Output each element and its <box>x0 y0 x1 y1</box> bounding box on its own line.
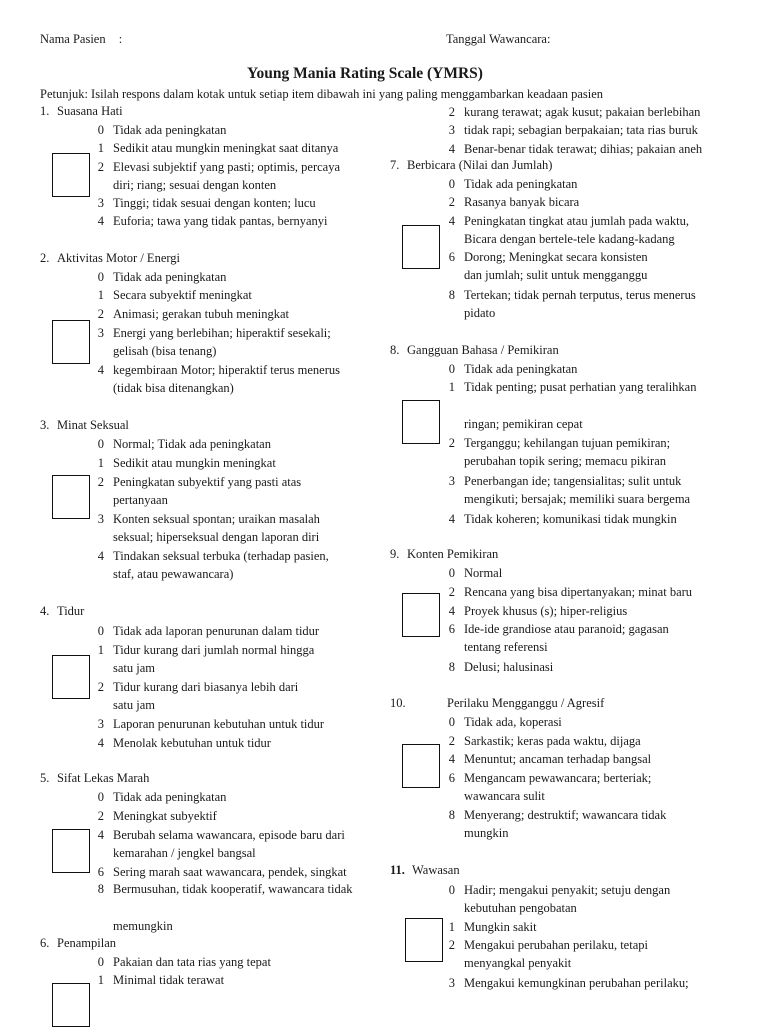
response-box[interactable] <box>405 918 443 962</box>
option-score: 2 <box>97 680 104 694</box>
patient-name-label <box>40 31 122 47</box>
item-number: 8. <box>390 343 400 357</box>
option-text: Tidak ada peningkatan <box>113 790 227 804</box>
response-box[interactable] <box>52 153 90 197</box>
option-score: 3 <box>97 326 104 340</box>
option-score: 4 <box>448 142 455 156</box>
option-score: 4 <box>448 512 455 526</box>
option-score: 3 <box>448 976 455 990</box>
option-text: satu jam <box>113 698 156 712</box>
option-text: satu jam <box>113 661 156 675</box>
item-number: 7. <box>390 158 400 172</box>
response-box[interactable] <box>402 400 440 444</box>
item-title: Tidur <box>57 604 85 618</box>
option-text: Mungkin sakit <box>464 920 537 934</box>
item-title: Wawasan <box>412 863 460 877</box>
form-title: Young Mania Rating Scale (YMRS) <box>247 65 483 82</box>
option-text: Berubah selama wawancara, episode baru dari <box>113 828 345 842</box>
option-text: Tidak ada, koperasi <box>464 715 562 729</box>
option-text: ringan; pemikiran cepat <box>464 417 583 431</box>
option-text: Hadir; mengakui penyakit; setuju dengan <box>464 883 671 897</box>
option-text: Tidak penting; pusat perhatian yang teralihkan <box>464 380 697 394</box>
option-score: 3 <box>448 474 455 488</box>
item-number: 2. <box>40 251 50 265</box>
option-text: kegembiraan Motor; hiperaktif terus menerus <box>113 363 341 377</box>
option-text: Euforia; tawa yang tidak pantas, bernyanyi <box>113 214 328 228</box>
item-title: Sifat Lekas Marah <box>57 771 150 785</box>
option-text: Energi yang berlebihan; hiperaktif sesekali; <box>113 326 331 340</box>
option-text: (tidak bisa ditenangkan) <box>113 381 234 395</box>
option-score: 2 <box>448 585 455 599</box>
option-text: kebutuhan pengobatan <box>464 901 577 915</box>
option-text: kemarahan / jengkel bangsal <box>113 846 256 860</box>
response-box[interactable] <box>402 225 440 269</box>
option-score: 1 <box>97 973 104 987</box>
option-score: 4 <box>97 828 104 842</box>
option-text: pidato <box>464 306 496 320</box>
item-number: 1. <box>40 104 50 118</box>
option-text: Bicara dengan bertele-tele kadang-kadang <box>464 232 675 246</box>
option-score: 1 <box>97 456 104 470</box>
response-box[interactable] <box>52 655 90 699</box>
item-title: Suasana Hati <box>57 104 123 118</box>
option-text: Tidak koheren; komunikasi tidak mungkin <box>464 512 677 526</box>
option-score: 3 <box>448 123 455 137</box>
option-text-continued: memungkin <box>113 919 173 933</box>
option-score: 0 <box>97 270 104 284</box>
patient-name-colon: : <box>118 32 123 46</box>
option-score: 2 <box>448 734 455 748</box>
option-text: Dorong; Meningkat secara konsisten <box>464 250 648 264</box>
option-text: tidak rapi; sebagian berpakaian; tata rias buruk <box>464 123 698 137</box>
option-text: Tidak ada peningkatan <box>113 123 227 137</box>
option-score: 0 <box>448 883 455 897</box>
option-score: 4 <box>97 214 104 228</box>
instructions: Petunjuk: Isilah respons dalam kotak untuk setiap item dibawah ini yang paling menggambarkan keadaan pasien <box>40 87 604 101</box>
option-text: mengikuti; bersajak; memiliki suara bergema <box>464 492 691 506</box>
option-text: Tidak ada peningkatan <box>113 270 227 284</box>
option-score: 1 <box>97 288 104 302</box>
item-title: Berbicara (Nilai dan Jumlah) <box>407 158 553 172</box>
option-text: Konten seksual spontan; uraikan masalah <box>113 512 320 526</box>
option-text: perubahan topik sering; memacu pikiran <box>464 454 667 468</box>
option-text: Sarkastik; keras pada waktu, dijaga <box>464 734 641 748</box>
interview-date-label: Tanggal Wawancara: <box>446 32 551 46</box>
option-text: Normal <box>464 566 503 580</box>
option-text: Menyerang; destruktif; wawancara tidak <box>464 808 667 822</box>
option-score: 1 <box>97 141 104 155</box>
option-score: 3 <box>97 512 104 526</box>
option-text: Sering marah saat wawancara, pendek, singkat <box>113 865 347 879</box>
option-text: Tertekan; tidak pernah terputus, terus menerus <box>464 288 696 302</box>
option-text: Ide-ide grandiose atau paranoid; gagasan <box>464 622 669 636</box>
option-score: 4 <box>97 736 104 750</box>
option-text: Penerbangan ide; tangensialitas; sulit untuk <box>464 474 682 488</box>
option-text: Rasanya banyak bicara <box>464 195 580 209</box>
option-text: Elevasi subjektif yang pasti; optimis, percaya <box>113 160 341 174</box>
item-number: 10. <box>390 696 406 710</box>
item-number: 11. <box>390 863 405 877</box>
option-score: 2 <box>448 195 455 209</box>
option-text: Animasi; gerakan tubuh meningkat <box>113 307 290 321</box>
option-score: 1 <box>97 643 104 657</box>
option-score: 2 <box>448 938 455 952</box>
option-text: Tidak ada peningkatan <box>464 362 578 376</box>
option-text: Pakaian dan tata rias yang tepat <box>113 955 271 969</box>
option-score: 4 <box>448 752 455 766</box>
response-box[interactable] <box>52 829 90 873</box>
option-score: 0 <box>448 566 455 580</box>
option-text: dan jumlah; sulit untuk mengganggu <box>464 268 648 282</box>
option-text: Secara subyektif meningkat <box>113 288 252 302</box>
option-score: 2 <box>97 160 104 174</box>
option-score: 8 <box>448 660 455 674</box>
response-box[interactable] <box>402 744 440 788</box>
option-text: Tidur kurang dari biasanya lebih dari <box>113 680 299 694</box>
option-score: 6 <box>448 622 455 636</box>
option-score: 2 <box>448 105 455 119</box>
option-text: Menolak kebutuhan untuk tidur <box>113 736 271 750</box>
item-title: Minat Seksual <box>57 418 129 432</box>
option-text: Peningkatan subyektif yang pasti atas <box>113 475 302 489</box>
option-score: 6 <box>97 865 104 879</box>
option-score: 4 <box>97 549 104 563</box>
option-text: mungkin <box>464 826 509 840</box>
response-box[interactable] <box>52 983 90 1027</box>
option-score: 0 <box>97 955 104 969</box>
option-score: 2 <box>448 436 455 450</box>
item-number: 9. <box>390 547 400 561</box>
option-score: 0 <box>97 123 104 137</box>
response-box[interactable] <box>52 475 90 519</box>
option-text: Tidur kurang dari jumlah normal hingga <box>113 643 315 657</box>
option-score: 6 <box>448 250 455 264</box>
option-text: Mengakui perubahan perilaku, tetapi <box>464 938 648 952</box>
option-text: Menuntut; ancaman terhadap bangsal <box>464 752 652 766</box>
option-score: 2 <box>97 307 104 321</box>
option-text: Sedikit atau mungkin meningkat saat ditanya <box>113 141 339 155</box>
option-text: Tinggi; tidak sesuai dengan konten; lucu <box>113 196 316 210</box>
option-score: 8 <box>448 288 455 302</box>
option-score: 2 <box>97 809 104 823</box>
option-text: Tidak ada laporan penurunan dalam tidur <box>113 624 320 638</box>
item-title: Penampilan <box>57 936 117 950</box>
option-score: 0 <box>448 177 455 191</box>
option-text: menyangkal penyakit <box>464 956 572 970</box>
option-text: Meningkat subyektif <box>113 809 217 823</box>
option-text: staf, atau pewawancara) <box>113 567 234 581</box>
option-text: gelisah (bisa tenang) <box>113 344 217 358</box>
option-score: 4 <box>97 363 104 377</box>
item-title: Aktivitas Motor / Energi <box>57 251 181 265</box>
option-text: pertanyaan <box>113 493 168 507</box>
option-score: 8 <box>448 808 455 822</box>
option-text: Benar-benar tidak terawat; dihias; pakaian aneh <box>464 142 703 156</box>
option-text: Sedikit atau mungkin meningkat <box>113 456 276 470</box>
option-score: 1 <box>448 380 455 394</box>
item-number: 5. <box>40 771 50 785</box>
option-text: seksual; hiperseksual dengan laporan diri <box>113 530 320 544</box>
item-title: Konten Pemikiran <box>407 547 499 561</box>
option-score: 2 <box>97 475 104 489</box>
option-text: Mengancam pewawancara; berteriak; <box>464 771 652 785</box>
option-text: diri; riang; sesuai dengan konten <box>113 178 277 192</box>
option-text: Minimal tidak terawat <box>113 973 225 987</box>
option-text: Tindakan seksual terbuka (terhadap pasien, <box>113 549 329 563</box>
option-score: 3 <box>97 196 104 210</box>
option-score: 6 <box>448 771 455 785</box>
option-score: 4 <box>448 214 455 228</box>
option-score: 1 <box>448 920 455 934</box>
item-title: Perilaku Mengganggu / Agresif <box>447 696 605 710</box>
item-number: 4. <box>40 604 50 618</box>
response-box[interactable] <box>52 320 90 364</box>
option-score: 0 <box>97 624 104 638</box>
option-score: 0 <box>448 715 455 729</box>
option-score: 3 <box>97 717 104 731</box>
item-title: Gangguan Bahasa / Pemikiran <box>407 343 559 357</box>
option-text: Tidak ada peningkatan <box>464 177 578 191</box>
option-text: Terganggu; kehilangan tujuan pemikiran; <box>464 436 671 450</box>
option-score: 4 <box>448 604 455 618</box>
option-score: 8 <box>97 882 104 896</box>
option-score: 0 <box>97 437 104 451</box>
item-number: 3. <box>40 418 50 432</box>
option-text: kurang terawat; agak kusut; pakaian berlebihan <box>464 105 701 119</box>
option-text: Rencana yang bisa dipertanyakan; minat baru <box>464 585 693 599</box>
item-number: 6. <box>40 936 50 950</box>
option-text: Proyek khusus (s); hiper-religius <box>464 604 628 618</box>
option-text: Bermusuhan, tidak kooperatif, wawancara tidak <box>113 882 353 896</box>
option-text: Peningkatan tingkat atau jumlah pada waktu, <box>464 214 689 228</box>
option-score: 0 <box>97 790 104 804</box>
option-text: Delusi; halusinasi <box>464 660 554 674</box>
option-text: Laporan penurunan kebutuhan untuk tidur <box>113 717 325 731</box>
option-score: 0 <box>448 362 455 376</box>
option-text: wawancara sulit <box>464 789 545 803</box>
patient-name-label-text: Nama Pasien <box>40 32 106 46</box>
option-text: tentang referensi <box>464 640 548 654</box>
option-text: Normal; Tidak ada peningkatan <box>113 437 271 451</box>
response-box[interactable] <box>402 593 440 637</box>
option-text: Mengakui kemungkinan perubahan perilaku; <box>464 976 689 990</box>
